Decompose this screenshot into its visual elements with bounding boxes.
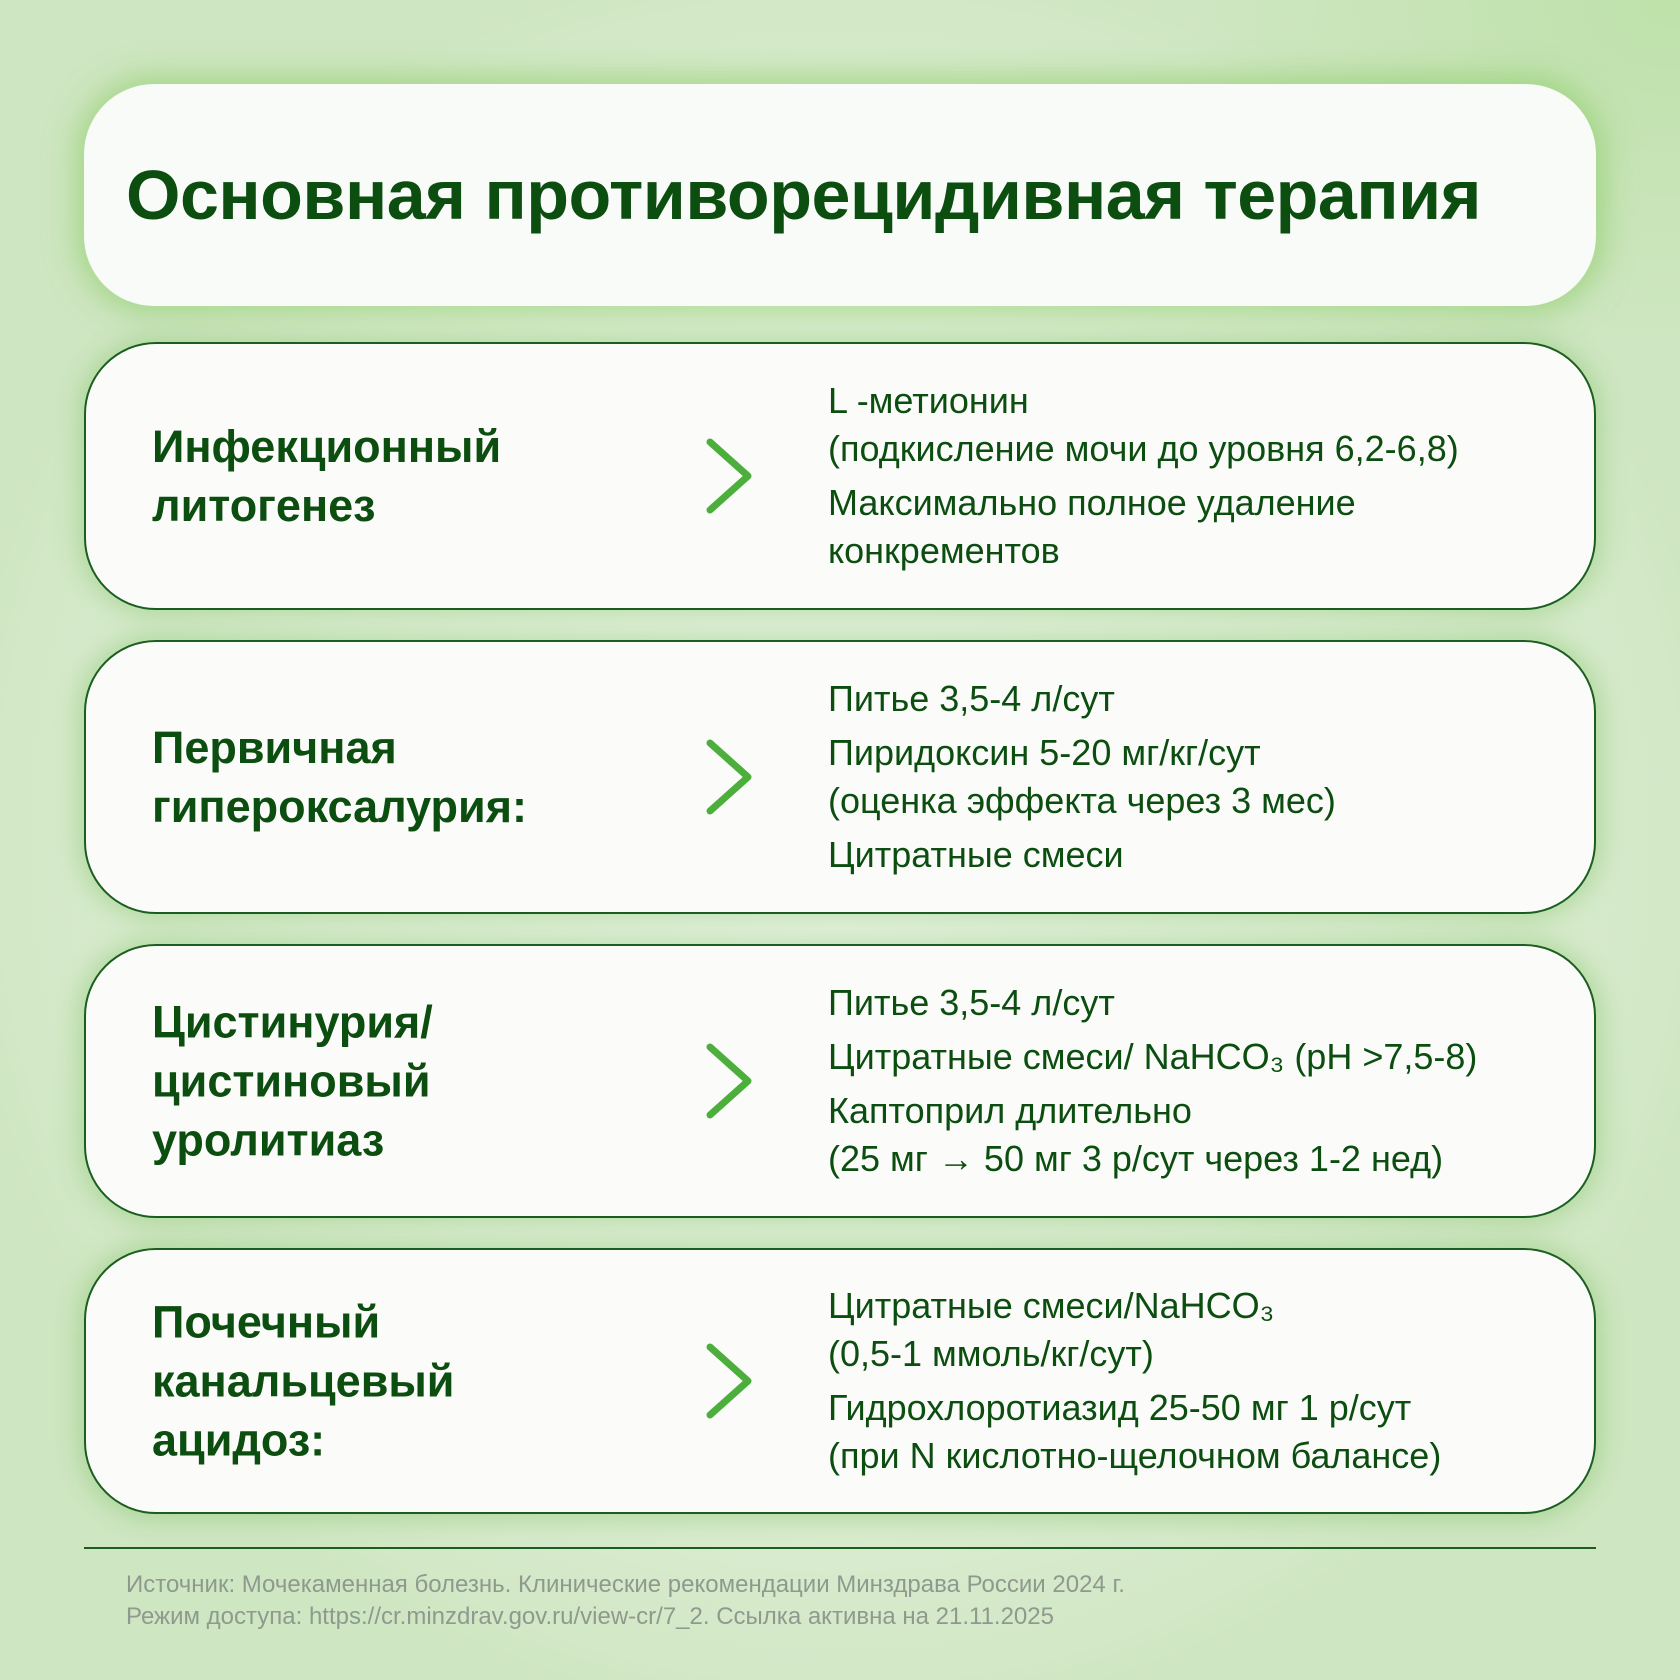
therapy-item-line: (подкисление мочи до уровня 6,2-6,8) [828, 428, 1459, 469]
therapy-card-infectious [84, 342, 1596, 610]
therapy-item-line: Каптоприл длительно [828, 1090, 1192, 1131]
therapy-item [828, 1384, 1568, 1480]
therapy-item-line: Питье 3,5-4 л/сут [828, 678, 1115, 719]
therapy-item [828, 729, 1568, 825]
therapy-list [828, 1282, 1568, 1480]
therapy-item-line: конкрементов [828, 530, 1060, 571]
chevron-right-icon [700, 436, 760, 516]
therapy-item-line: Максимально полное удаление [828, 482, 1356, 523]
therapy-item [828, 1282, 1568, 1378]
therapy-item [828, 979, 1568, 1027]
therapy-item [828, 479, 1568, 575]
chevron-right-icon [700, 1041, 760, 1121]
therapy-list [828, 979, 1568, 1183]
therapy-item-line: Пиридоксин 5-20 мг/кг/сут [828, 732, 1261, 773]
card-title [152, 718, 692, 836]
card-title [152, 993, 692, 1170]
therapy-item-line: Цитратные смеси/NaHCO₃ [828, 1285, 1275, 1326]
therapy-item-line: (оценка эффекта через 3 мес) [828, 780, 1336, 821]
therapy-item [828, 831, 1568, 879]
therapy-list [828, 675, 1568, 879]
card-title-line: цистиновый [152, 1055, 431, 1107]
card-title-line: Почечный [152, 1296, 381, 1348]
therapy-item [828, 377, 1568, 473]
therapy-list [828, 377, 1568, 575]
title-card [84, 84, 1596, 306]
card-title-line: ацидоз: [152, 1414, 326, 1466]
therapy-item-line: L -метионин [828, 380, 1029, 421]
card-title-line: уролитиаз [152, 1114, 385, 1166]
card-title-line: Цистинурия/ [152, 996, 433, 1048]
card-title-line: Первичная [152, 722, 397, 773]
access-link-text: Режим доступа: https://cr.minzdrav.gov.ru/view-cr/7_2. Ссылка активна на 21.11.2025 [126, 1603, 1054, 1630]
therapy-item-line: Цитратные смеси [828, 834, 1124, 875]
card-title [152, 417, 692, 535]
source-text: Источник: Мочекаменная болезнь. Клинические рекомендации Минздрава России 2024 г. [126, 1571, 1125, 1598]
page-title: Основная противорецидивная терапия [126, 156, 1482, 234]
footer-divider [84, 1547, 1596, 1549]
card-title-line: канальцевый [152, 1355, 455, 1407]
therapy-item-line: Гидрохлоротиазид 25-50 мг 1 р/сут [828, 1387, 1412, 1428]
therapy-item-line: Цитратные смеси/ NaHCO₃ (pH >7,5-8) [828, 1036, 1478, 1077]
therapy-item [828, 675, 1568, 723]
card-title [152, 1293, 692, 1470]
chevron-right-icon [700, 737, 760, 817]
card-title-line: гипероксалурия: [152, 781, 527, 832]
therapy-card-hyperoxaluria [84, 640, 1596, 914]
therapy-item-line: (при N кислотно-щелочном балансе) [828, 1435, 1442, 1476]
therapy-item-line: Питье 3,5-4 л/сут [828, 982, 1115, 1023]
therapy-card-renal-acidosis [84, 1248, 1596, 1514]
therapy-item [828, 1087, 1568, 1183]
therapy-card-cystinuria [84, 944, 1596, 1218]
card-title-line: Инфекционный [152, 421, 502, 472]
therapy-item-line: (25 мг → 50 мг 3 р/сут через 1-2 нед) [828, 1138, 1444, 1179]
source-footer [126, 1569, 1125, 1633]
therapy-item-line: (0,5-1 ммоль/кг/сут) [828, 1333, 1154, 1374]
chevron-right-icon [700, 1341, 760, 1421]
therapy-item [828, 1033, 1568, 1081]
card-title-line: литогенез [152, 480, 376, 531]
